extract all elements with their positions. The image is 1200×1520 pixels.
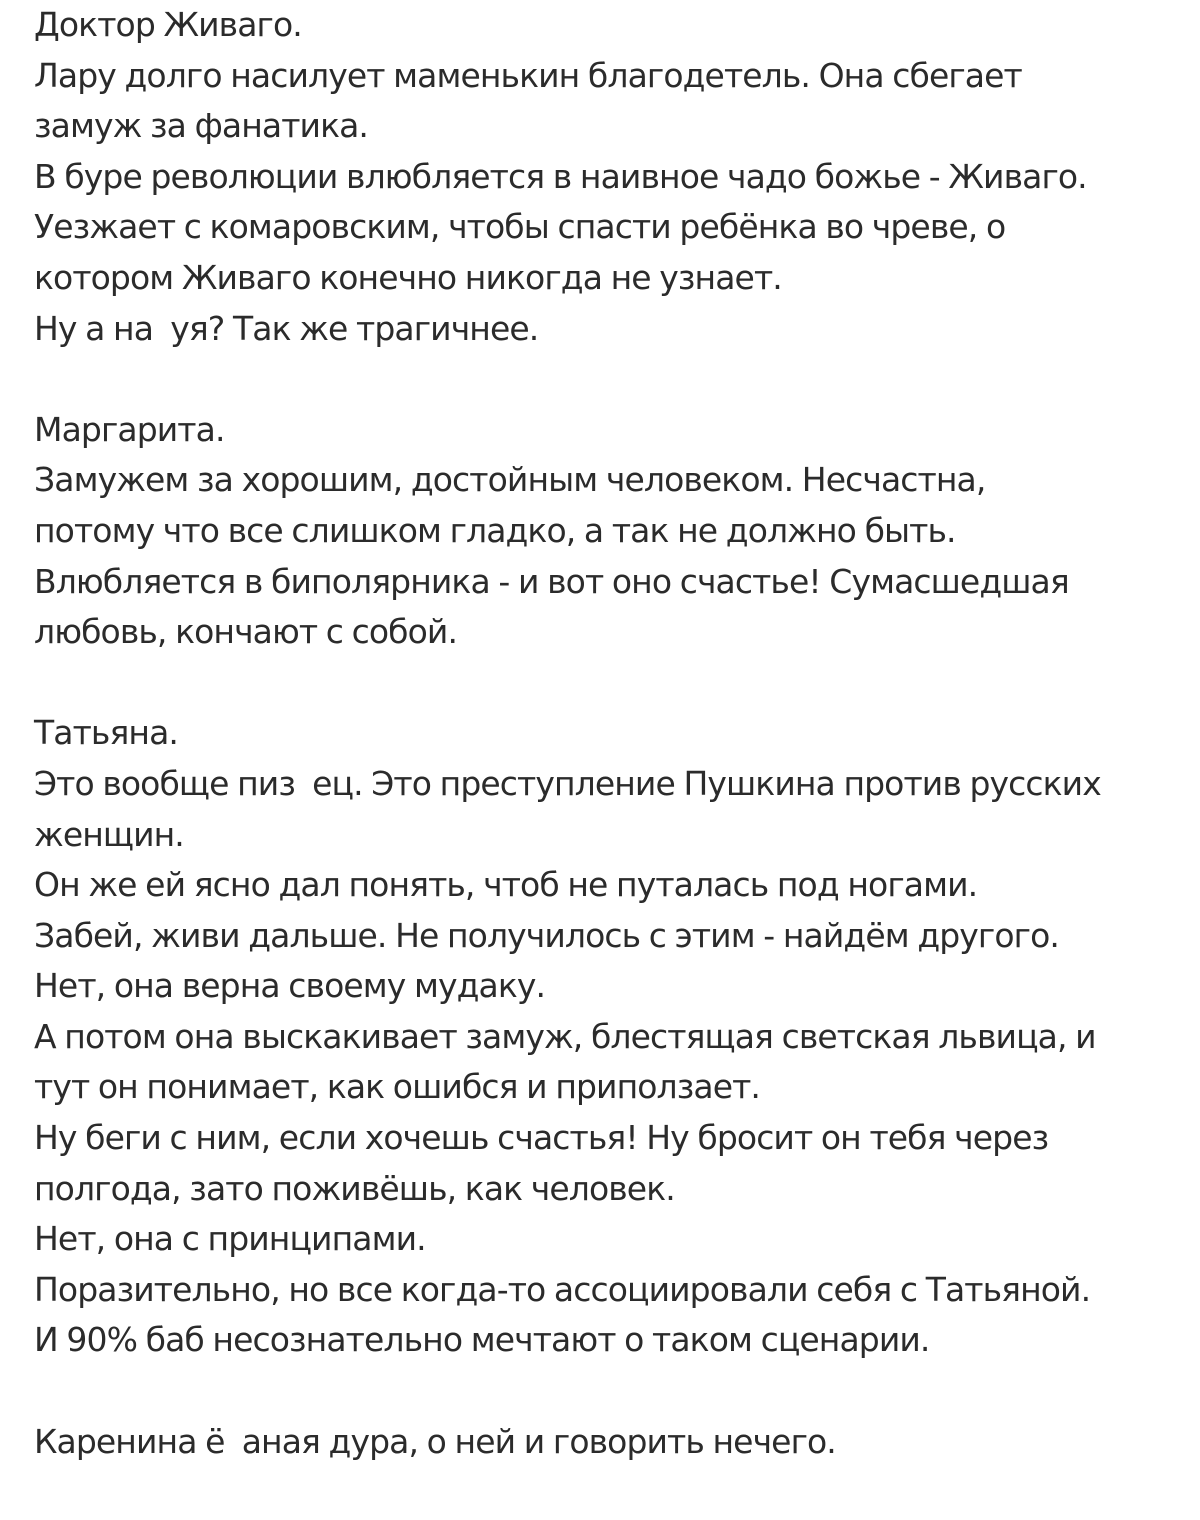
blank-line [34,658,1174,709]
blank-line [34,1366,1174,1417]
text-line: Уезжает с комаровским, чтобы спасти ребёнка во чреве, о [34,207,1006,247]
text-line: Маргарита. [34,409,225,449]
text-line: А потом она выскакивает замуж, блестящая светская львица, и [34,1016,1096,1056]
text-line: Поразительно, но все когда-то ассоциировали себя с Татьяной. [34,1269,1091,1309]
text-line: Нет, она верна своему мудаку. [34,966,546,1006]
text-line: В буре революции влюбляется в наивное чадо божье - Живаго. [34,156,1087,196]
blank-line [34,354,1174,405]
text-line: женщин. [34,814,184,854]
text-line: Ну беги с ним, если хочешь счастья! Ну бросит он тебя через [34,1118,1049,1158]
text-line: Доктор Живаго. [34,5,302,44]
text-line: И 90% баб несознательно мечтают о таком сценарии. [34,1320,930,1360]
text-line: Влюбляется в биполярника - и вот оно счастье! Сумасшедшая [34,561,1069,601]
text-line: любовь, кончают с собой. [34,612,458,652]
text-line: замуж за фанатика. [34,106,369,146]
text-line: Нет, она с принципами. [34,1219,426,1259]
text-line: Это вообще пиз ец. Это преступление Пушкина против русских [34,763,1101,803]
text-line: котором Живаго конечно никогда не узнает. [34,257,782,297]
text-line: Он же ей ясно дал понять, чтоб не путалась под ногами. [34,865,978,905]
text-line: Замужем за хорошим, достойным человеком. Несчастна, [34,460,986,500]
text-line: Ну а на уя? Так же трагичнее. [34,308,539,348]
text-line: полгода, зато поживёшь, как человек. [34,1168,675,1208]
text-line: потому что все слишком гладко, а так не должно быть. [34,510,956,550]
text-line: тут он понимает, как ошибся и приползает. [34,1067,761,1107]
text-line: Татьяна. [34,713,178,753]
text-line: Лару долго насилует маменькин благодетель. Она сбегает [34,55,1022,95]
text-line: Каренина ё аная дура, о ней и говорить нечего. [34,1421,836,1461]
message-text [34,0,1174,1467]
text-line: Забей, живи дальше. Не получилось с этим - найдём другого. [34,915,1059,955]
